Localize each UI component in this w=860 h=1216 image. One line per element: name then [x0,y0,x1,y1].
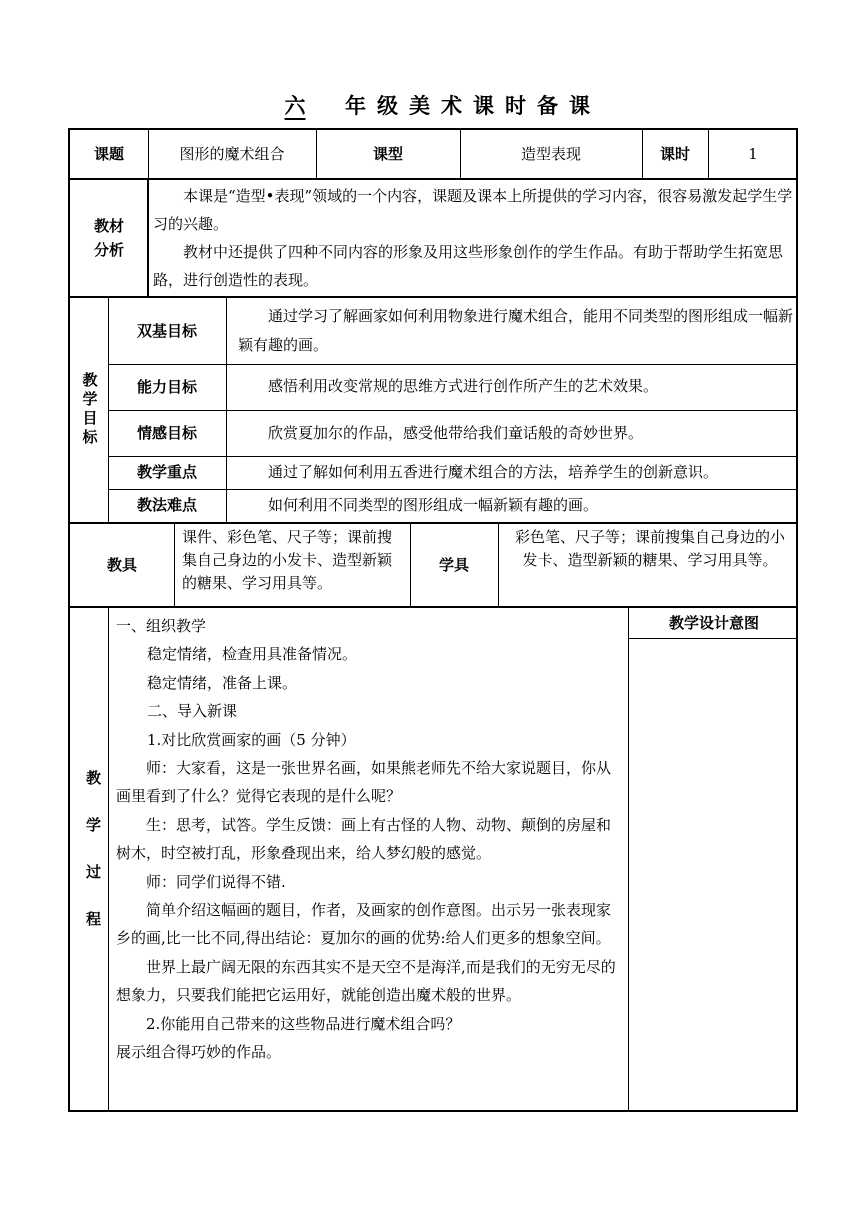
title-text: 年级美术课时备课 [345,94,601,118]
column-divider [108,606,109,1112]
process-line: 1.对比欣赏画家的画（5 分钟） [147,730,356,749]
analysis-text [148,182,798,296]
objective-text-3 [226,410,798,456]
process-line: 生：思考，试答。学生反馈：画上有古怪的人物、动物、颠倒的房屋和树木，时空被打乱，形象叠现出来，给人梦幻般的感觉。 [116,815,612,863]
objective-text-2 [226,364,798,410]
column-divider [460,130,461,178]
process-line: 稳定情绪，检查用具准备情况。 [147,645,358,664]
lesson-plan-table [68,128,798,1112]
column-divider [108,296,109,522]
type-label: 课型 [372,144,403,163]
objective-label-5: 教法难点 [136,496,197,514]
column-divider [147,178,149,296]
design-intent-content [630,640,798,1110]
column-divider [148,130,149,178]
objectives-label [70,298,108,522]
analysis-label-line2: 分析 [93,241,124,259]
analysis-paragraph-2: 教材中还提供了四种不同内容的形象及用这些形象创作的学生作品。有助于帮助学生拓宽思路，进行创造性的表现。 [153,243,784,289]
column-divider [410,522,411,606]
analysis-paragraph-1: 本课是“造型•表现”领域的一个内容，课题及课本上所提供的学习内容，很容易激发起学生学习的兴趣。 [153,187,793,233]
row-divider [70,522,796,524]
row-divider [70,296,796,298]
row-divider [628,638,796,639]
column-divider [642,130,643,178]
objective-text-2-content: 感悟利用改变常规的思维方式进行创作所产生的艺术效果。 [268,377,659,395]
process-line: 世界上最广阔无限的东西其实不是天空不是海洋,而是我们的无穷无尽的想象力，只要我们能把它运用好，就能创造出魔术般的世界。 [116,957,616,1005]
row-divider [108,489,796,490]
student-tools-text: 彩色笔、尺子等；课前搜集自己身边的小发卡、造型新颖的糖果、学习用具等。 [514,528,785,569]
process-label-text: 教学过程 [84,770,102,958]
student-tools-label: 学具 [438,555,469,574]
row-divider [70,606,796,608]
row-divider [108,456,796,457]
type-value: 造型表现 [520,144,581,163]
objective-label-2: 能力目标 [136,377,197,396]
analysis-label [70,180,148,296]
objective-text-4 [226,456,798,489]
column-divider [708,130,709,178]
analysis-label-line1: 教材 [93,217,124,235]
page-title [0,90,860,120]
row-divider [70,178,796,180]
objectives-label-text: 教学目标 [80,372,99,448]
design-intent-label: 教学设计意图 [668,613,759,632]
objective-text-5-content: 如何利用不同类型的图形组成一幅新颖有趣的画。 [268,496,599,514]
process-line: 师：同学们说得不错. [146,872,286,891]
process-label [70,770,108,1110]
topic-value: 图形的魔术组合 [179,144,285,163]
teacher-tools-text: 课件、彩色笔、尺子等；课前搜集自己身边的小发卡、造型新颖的糖果、学习用具等。 [182,528,393,592]
process-line: 师：大家看，这是一张世界名画，如果熊老师先不给大家说题目，你从画里看到了什么？觉得它表现的是什么呢？ [116,759,612,806]
column-divider [628,606,629,1112]
objective-label-3: 情感目标 [136,423,197,442]
objective-text-4-content: 通过了解如何利用五香进行魔术组合的方法，培养学生的创新意识。 [268,463,719,481]
objective-text-5 [226,489,798,522]
process-line: 稳定情绪，准备上课。 [147,673,298,692]
objective-text-3-content: 欣赏夏加尔的作品，感受他带给我们童话般的奇妙世界。 [268,424,644,442]
column-divider [174,522,175,606]
topic-label: 课题 [93,144,124,163]
column-divider [498,522,499,606]
column-divider [226,296,227,522]
process-line: 2.你能用自己带来的这些物品进行魔术组合吗？ [146,1014,461,1033]
objective-text-1-content: 通过学习了解画家如何利用物象进行魔术组合，能用不同类型的图形组成一幅新颖有趣的画。 [238,307,794,354]
teacher-tools-label: 教具 [106,555,137,574]
process-content [108,610,628,1110]
hours-value: 1 [748,144,758,163]
row-divider [108,364,796,365]
process-line: 展示组合得巧妙的作品。 [116,1043,282,1062]
objective-label-1: 双基目标 [136,321,197,340]
process-line: 一、组织教学 [116,617,207,635]
objective-label-4: 教学重点 [136,463,197,481]
objective-text-1 [226,302,798,364]
column-divider [316,130,317,178]
process-line: 简单介绍这幅画的题目，作者，及画家的创作意图。出示另一张表现家乡的画,比一比不同,得出结论：夏加尔的画的优势:给人们更多的想象空间。 [116,901,612,948]
row-divider [108,410,796,411]
hours-label: 课时 [659,144,690,163]
process-line: 二、导入新课 [147,702,238,721]
grade-field: 六 [284,94,306,118]
